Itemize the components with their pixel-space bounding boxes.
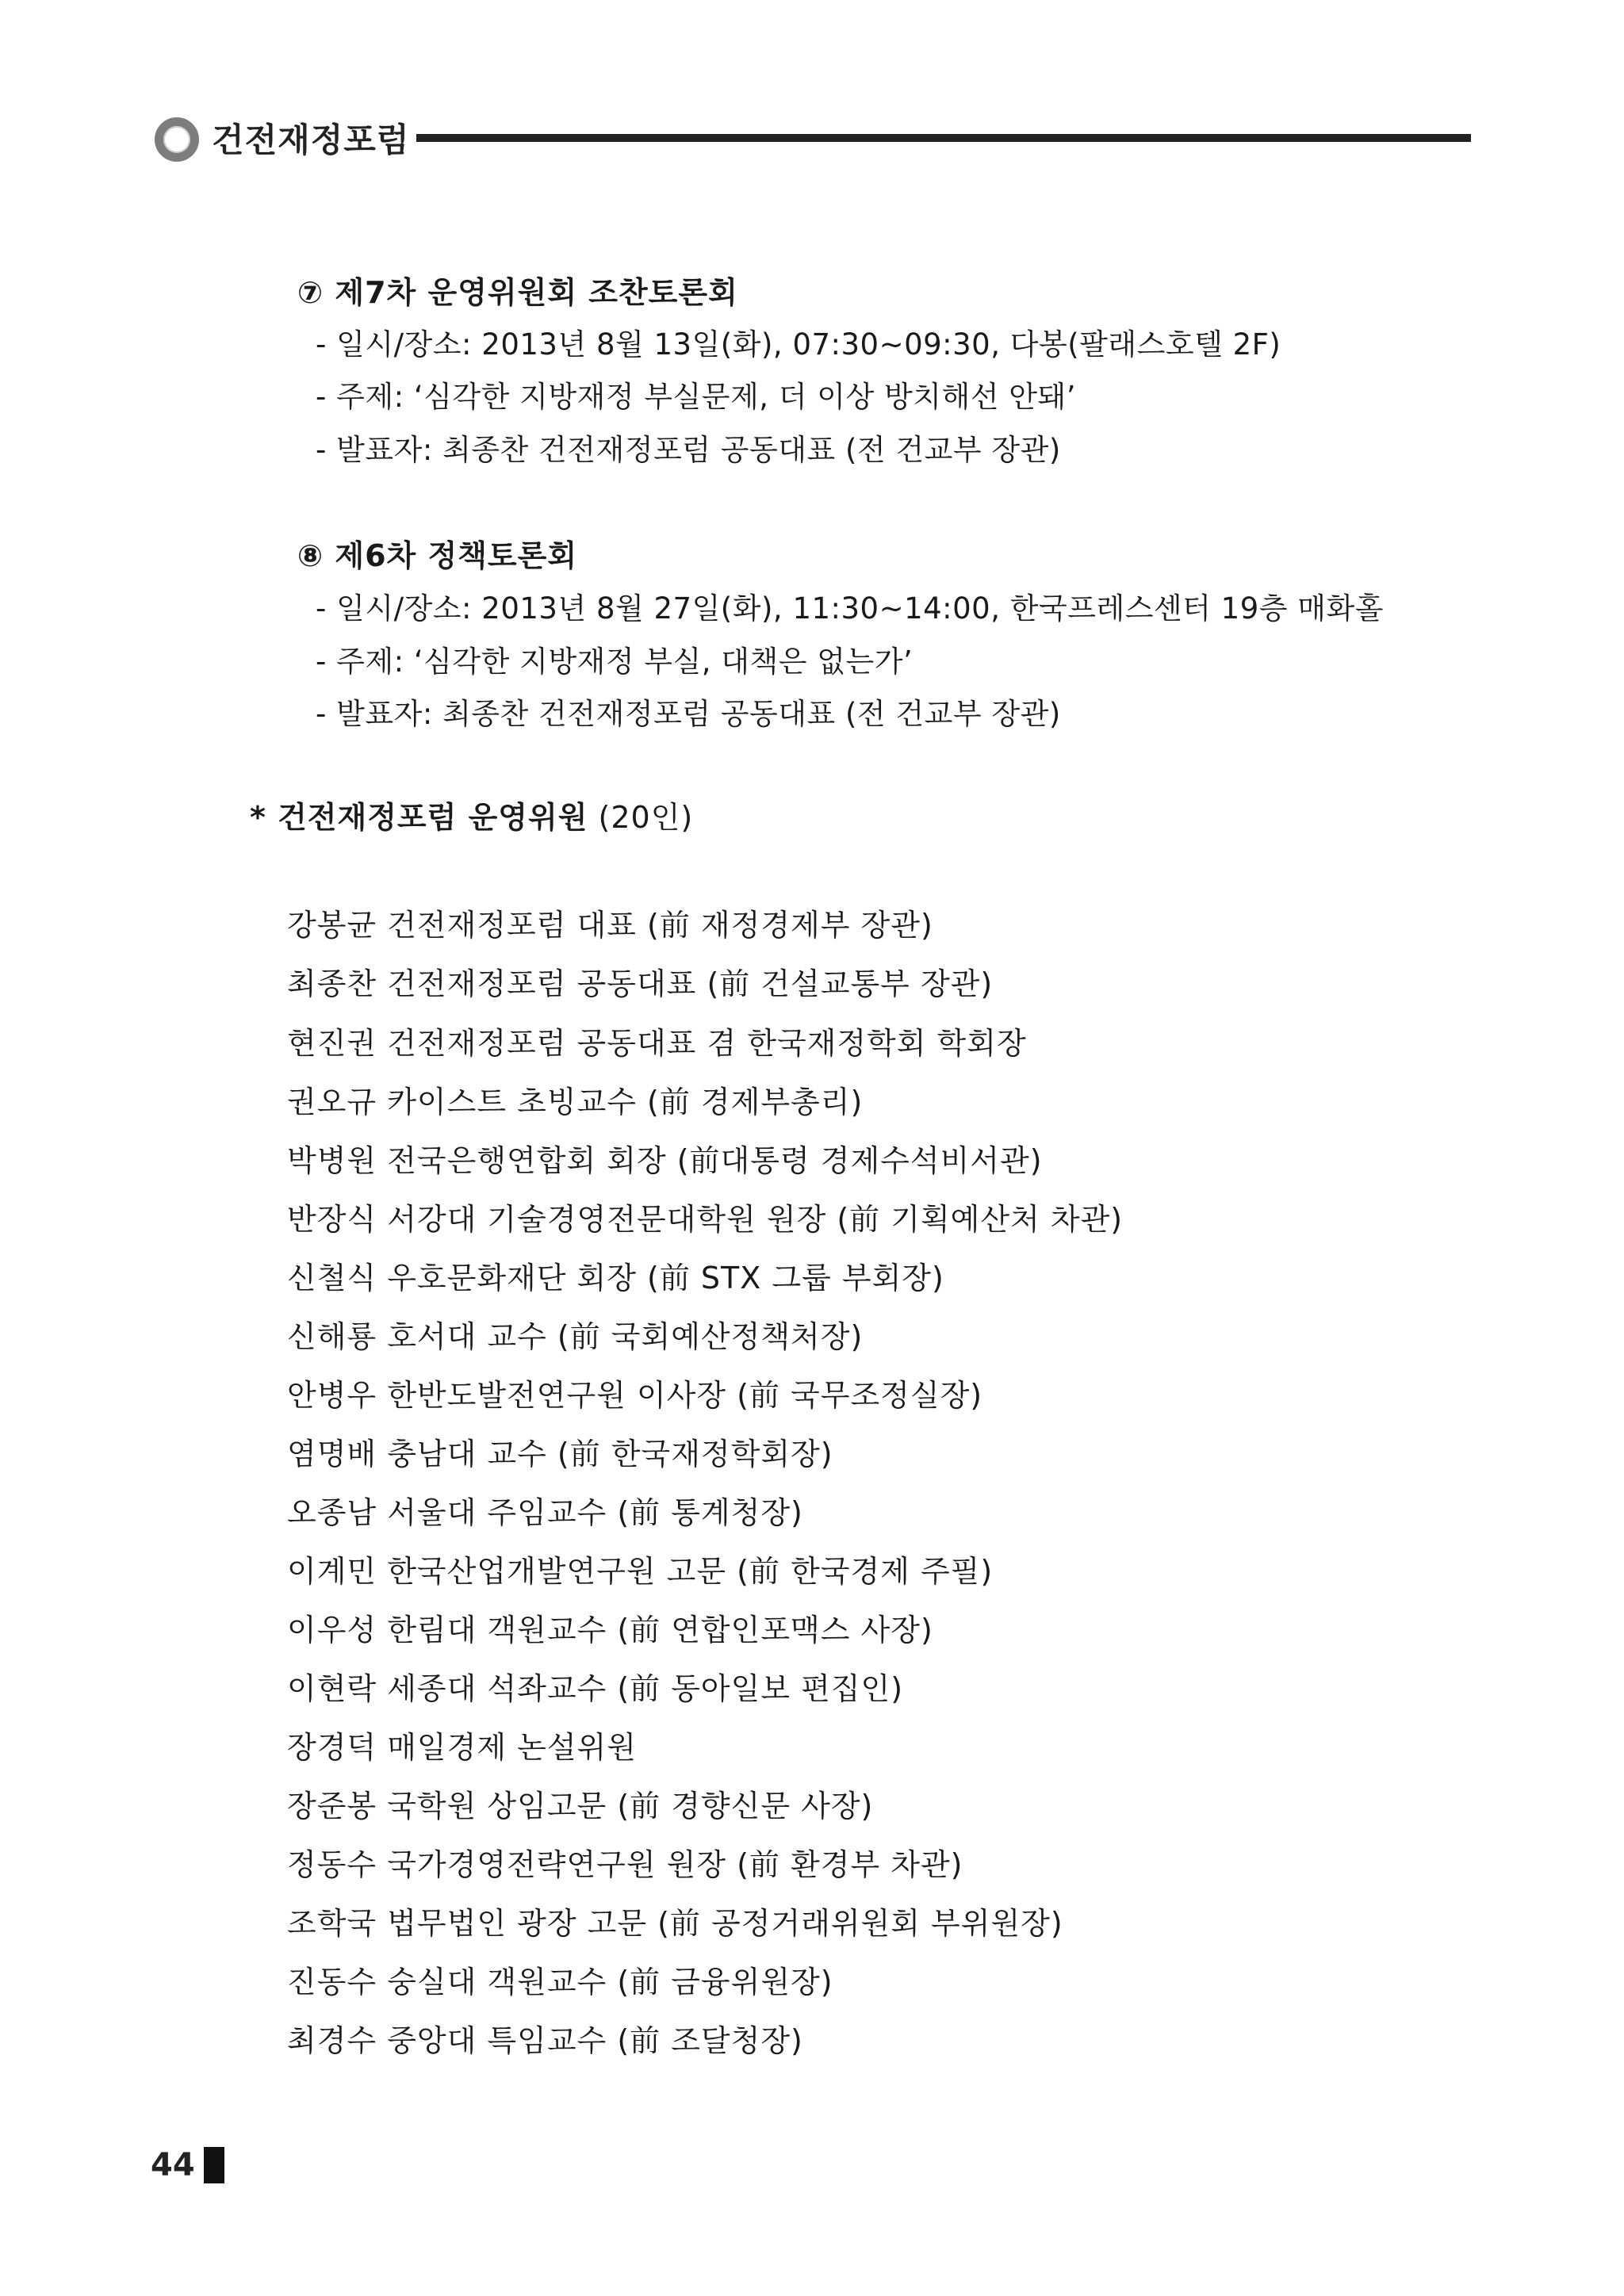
running-header [155,111,1471,166]
member-item: 현진권 건전재정포럼 공동대표 겸 한국재정학회 학회장 [287,1026,1027,1061]
page-number: 44 [151,2147,195,2183]
section-bullet: - 발표자: 최종찬 건전재정포럼 공동대표 (전 건교부 장관) [316,697,1061,731]
section-bullet: - 발표자: 최종찬 건전재정포럼 공동대표 (전 건교부 장관) [316,433,1061,467]
committee-title-count: (20인) [598,800,694,835]
member-item: 이우성 한림대 객원교수 (前 연합인포맥스 사장) [287,1613,933,1647]
member-item: 신철식 우호문화재단 회장 (前 STX 그룹 부회장) [287,1261,944,1295]
member-item: 박병원 전국은행연합회 회장 (前대통령 경제수석비서관) [287,1143,1043,1178]
header-title: 건전재정포럼 [212,121,410,159]
page-marker-block [204,2147,224,2183]
member-item: 진동수 숭실대 객원교수 (前 금융위원장) [287,1965,833,1999]
member-item: 최경수 중앙대 특임교수 (前 조달청장) [287,2023,803,2058]
section-title: ⑧ 제6차 정책토론회 [297,538,578,573]
member-item: 염명배 충남대 교수 (前 한국재정학회장) [287,1437,833,1471]
section-bullet: - 주제: ‘심각한 지방재정 부실, 대책은 없는가’ [316,645,914,679]
committee-title-label: * 건전재정포럼 운영위원 [250,800,588,835]
member-item: 장경덕 매일경제 논설위원 [287,1730,637,1765]
member-item: 장준봉 국학원 상임고문 (前 경향신문 사장) [287,1789,874,1823]
section-bullet: - 주제: ‘심각한 지방재정 부실문제, 더 이상 방치해선 안돼’ [316,380,1077,414]
header-rule [416,134,1471,142]
page-footer [151,2147,224,2187]
member-item: 권오규 카이스트 초빙교수 (前 경제부총리) [287,1085,864,1119]
member-item: 신해룡 호서대 교수 (前 국회예산정책처장) [287,1319,864,1354]
member-item: 정동수 국가경영전략연구원 원장 (前 환경부 차관) [287,1847,963,1882]
member-item: 강봉균 건전재정포럼 대표 (前 재정경제부 장관) [287,908,933,943]
member-item: 이계민 한국산업개발연구원 고문 (前 한국경제 주필) [287,1554,994,1589]
committee-title [250,793,693,836]
member-item: 최종찬 건전재정포럼 공동대표 (前 건설교통부 장관) [287,966,994,1001]
section-bullet: - 일시/장소: 2013년 8월 27일(화), 11:30~14:00, 한국프레스센터 19층 매화홀 [316,591,1384,626]
member-item: 이현락 세종대 석좌교수 (前 동아일보 편집인) [287,1671,904,1706]
section-title: ⑦ 제7차 운영위원회 조찬토론회 [297,275,738,310]
circle-bullet-icon [155,117,199,162]
member-item: 반장식 서강대 기술경영전문대학원 원장 (前 기획예산처 차관) [287,1202,1124,1237]
member-item: 조학국 법무법인 광장 고문 (前 공정거래위원회 부위원장) [287,1906,1063,1941]
section-bullet: - 일시/장소: 2013년 8월 13일(화), 07:30~09:30, 다봉(팔래스호텔 2F) [316,327,1281,362]
member-item: 안병우 한반도발전연구원 이사장 (前 국무조정실장) [287,1378,983,1413]
member-item: 오종남 서울대 주임교수 (前 통계청장) [287,1495,803,1530]
